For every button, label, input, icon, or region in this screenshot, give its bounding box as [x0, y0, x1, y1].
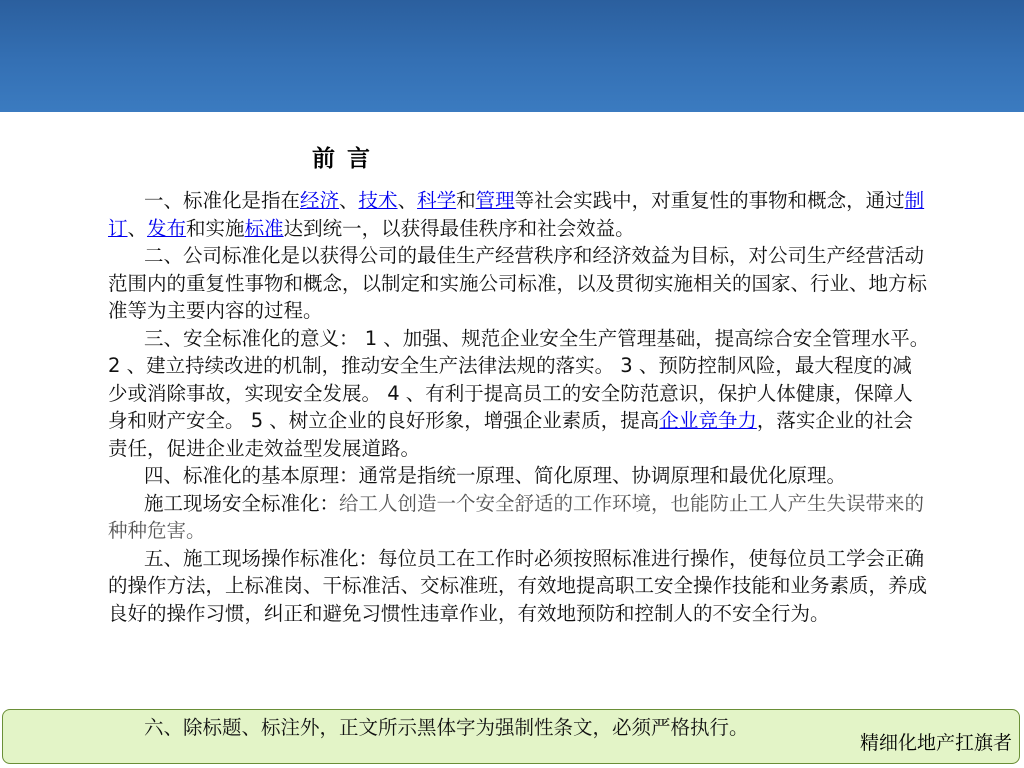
- paragraph-5: [108, 490, 930, 545]
- para5-label: 施工现场安全标准化：: [144, 491, 340, 515]
- body-text: [108, 187, 930, 627]
- link-publish[interactable]: 发布: [147, 216, 187, 240]
- page-title: 前 言: [312, 146, 373, 172]
- para1-text-7: 和实施: [186, 216, 245, 240]
- link-management[interactable]: 管理: [475, 189, 515, 212]
- para1-text-6: 、: [127, 216, 148, 240]
- link-standard[interactable]: 标准: [244, 216, 284, 240]
- para3-text-2: ，落实企业的社会责任，促进企业走效益型发展道路。: [108, 409, 913, 460]
- para5-text: 给工人创造一个安全舒适的工作环境，也能防止工人产生失误带来的种种危害。: [108, 491, 925, 542]
- paragraph-2: 二、公司标准化是以获得公司的最佳生产经营秩序和经济效益为目标，对公司生产经营活动范围内的重复性事物和概念，以制定和实施公司标准，以及贯彻实施相关的国家、行业、地方标准等为主要内容的过程。: [108, 244, 928, 322]
- para1-text-8: 达到统一，以获得最佳秩序和社会效益。: [283, 216, 635, 240]
- link-science[interactable]: 科学: [417, 189, 457, 212]
- paragraph-1: [108, 187, 930, 242]
- brand-slogan: 精细化地产扛旗者: [859, 732, 1012, 754]
- paragraph-6: 五、施工现场操作标准化：每位员工在工作时必须按照标准进行操作，使每位员工学会正确的操作方法，上标准岗、干标准活、交标准班，有效地提高职工安全操作技能和业务素质，养成良好的操作习惯，纠正和避免习惯性违章作业，有效地预防和控制人的不安全行为。: [108, 546, 928, 625]
- link-economy[interactable]: 经济: [300, 189, 340, 212]
- paragraph-3: [108, 325, 930, 463]
- para1-text-3: 、: [397, 189, 418, 212]
- para1-text-1: 一、标准化是指在: [144, 189, 301, 212]
- para1-text-4: 和: [456, 189, 476, 212]
- paragraph-7: 六、除标题、标注外，正文所示黑体字为强制性条文，必须严格执行。: [144, 716, 749, 739]
- para3-text-1: 三、安全标准化的意义： 1 、加强、规范企业安全生产管理基础，提高综合安全管理水平。 2 、建立持续改进的机制，推动安全生产法律法规的落实。 3 、预防控制风险，最大程度的减少或消除事故，实现安全发展。 4 、有利于提高员工的安全防范意识，保护人体健康，保障人身和财产安全。 5 、树立企业的良好形象，增强企业素质，提高: [108, 326, 930, 432]
- link-technology[interactable]: 技术: [358, 189, 398, 212]
- para1-text-5: 等社会实践中，对重复性的事物和概念，通过: [514, 189, 905, 212]
- link-competitiveness[interactable]: 企业竞争力: [659, 409, 757, 432]
- para1-text-2: 、: [339, 189, 359, 212]
- paragraph-4: 四、标准化的基本原理：通常是指统一原理、简化原理、协调原理和最优化原理。: [144, 464, 847, 487]
- link-formulate[interactable]: 制订: [108, 189, 925, 240]
- header-banner: [0, 0, 1024, 112]
